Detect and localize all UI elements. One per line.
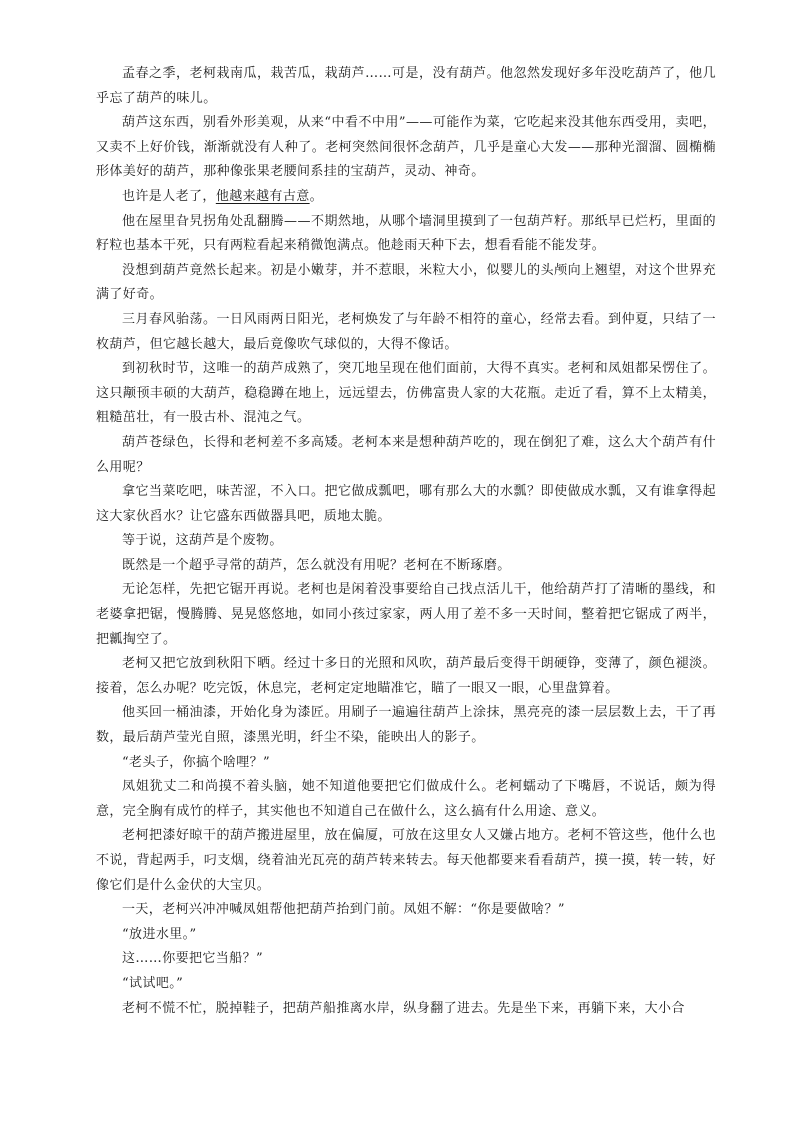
paragraph: 老柯又把它放到秋阳下晒。经过十多日的光照和风吹，葫芦最后变得干朗硬铮，变薄了，颜色褪淡。接着，怎么办呢？吃完饭，休息完，老柯定定地瞄准它，瞄了一眼又一眼，心里盘算着。 [96, 656, 716, 696]
paragraph: 凤姐犹丈二和尚摸不着头脑，她不知道他要把它们做成什么。老柯蠕动了下嘴唇，不说话，颇为得意，完全胸有成竹的样子，其实他也不知道自己在做什么，这么搞有什么用途、意义。 [96, 779, 716, 819]
paragraph: 三月春风骀荡。一日风雨两日阳光，老柯焕发了与年龄不相符的童心，经常去看。到仲夏，只结了一枚葫芦，但它越长越大，最后竟像吹气球似的，大得不像话。 [96, 311, 716, 352]
paragraph: 葫芦苍绿色，长得和老柯差不多高矮。老柯本来是想种葫芦吃的，现在倒犯了难，这么大个葫芦有什么用呢？ [96, 434, 716, 475]
paragraph: 无论怎样，先把它锯开再说。老柯也是闲着没事要给自己找点活儿干，他给葫芦打了清晰的墨线，和老婆拿把锯，慢腾腾、晃晃悠悠地，如同小孩过家家，两人用了差不多一天时间，整着把它锯成了两半，把瓤掏空了。 [96, 582, 716, 647]
underlined-phrase: 他越来越有古意 [215, 188, 310, 204]
paragraph: 没想到葫芦竟然长起来。初是小嫩芽，并不惹眼，米粒大小，似婴儿的头颅向上翘望，对这个世界充满了好奇。 [96, 262, 716, 303]
paragraph: 老柯把漆好晾干的葫芦搬进屋里，放在偏厦，可放在这里女人又嫌占地方。老柯不管这些，他什么也不说，背起两手，叼支烟，绕着油光瓦亮的葫芦转来转去。每天他都要来看看葫芦，摸一摸，转一转，好像它们是什么金伏的大宝贝。 [96, 828, 716, 893]
story-page [96, 62, 716, 1021]
paragraph: “放进水里。” [122, 926, 197, 942]
paragraph: 等于说，这葫芦是个废物。 [122, 533, 283, 549]
paragraph: 孟春之季，老柯栽南瓜，栽苦瓜，栽葫芦……可是，没有葫芦。他忽然发现好多年没吃葫芦了，他几乎忘了葫芦的味儿。 [96, 66, 716, 106]
paragraph: “试试吧。” [122, 975, 184, 991]
paragraph: 他买回一桶油漆，开始化身为漆匠。用刷子一遍遍往葫芦上涂抹，黑亮亮的漆一层层数上去，干了再数，最后葫芦莹光自照，漆黑光明，纤尘不染，能映出人的影子。 [96, 705, 716, 746]
paragraph: 这……你要把它当船？” [122, 951, 264, 967]
paragraph: 老柯不慌不忙，脱掉鞋子，把葫芦船推离水岸，纵身翻了进去。先是坐下来，再躺下来，大小合 [122, 1000, 685, 1016]
paragraph-lead: 也许是人老了， [122, 188, 216, 204]
paragraph: 既然是一个超乎寻常的葫芦，怎么就没有用呢？老柯在不断琢磨。 [122, 557, 511, 573]
paragraph: 拿它当菜吃吧，味苦涩，不入口。把它做成瓢吧，哪有那么大的水瓢？即使做成水瓢，又有谁拿得起这大家伙舀水？让它盛东西做器具吧，质地太脆。 [96, 484, 716, 524]
paragraph: 到初秋时节，这唯一的葫芦成熟了，突兀地呈现在他们面前，大得不真实。老柯和凤姐都呆愣住了。这只颟顸丰硕的大葫芦，稳稳蹲在地上，远远望去，仿佛富贵人家的大花瓶。走近了看，算不上太精美，粗糙茁壮，有一股古朴、混沌之气。 [96, 361, 716, 426]
paragraph [96, 185, 716, 210]
paragraph: 一天，老柯兴冲冲喊凤姐帮他把葫芦抬到门前。凤姐不解：“你是要做啥？” [122, 902, 565, 918]
paragraph-tail: 。 [309, 188, 324, 204]
paragraph: 他在屋里旮旯拐角处乱翻腾——不期然地，从哪个墙洞里摸到了一包葫芦籽。那纸早已烂朽，里面的籽粒也基本干死，只有两粒看起来稍微饱满点。他趁雨天种下去，想看看能不能发芽。 [96, 213, 716, 254]
paragraph: 葫芦这东西，别看外形美观，从来“中看不中用”——可能作为菜，它吃起来没其他东西受用，卖吧，又卖不上好价钱，渐渐就没有人种了。老柯突然间很怀念葫芦，几乎是童心大发——那种光溜溜、圆椭椭形体美好的葫芦，那种像张果老腰间系挂的宝葫芦，灵动、神奇。 [96, 115, 716, 180]
paragraph: “老头子，你搞个啥哩？” [122, 754, 271, 770]
